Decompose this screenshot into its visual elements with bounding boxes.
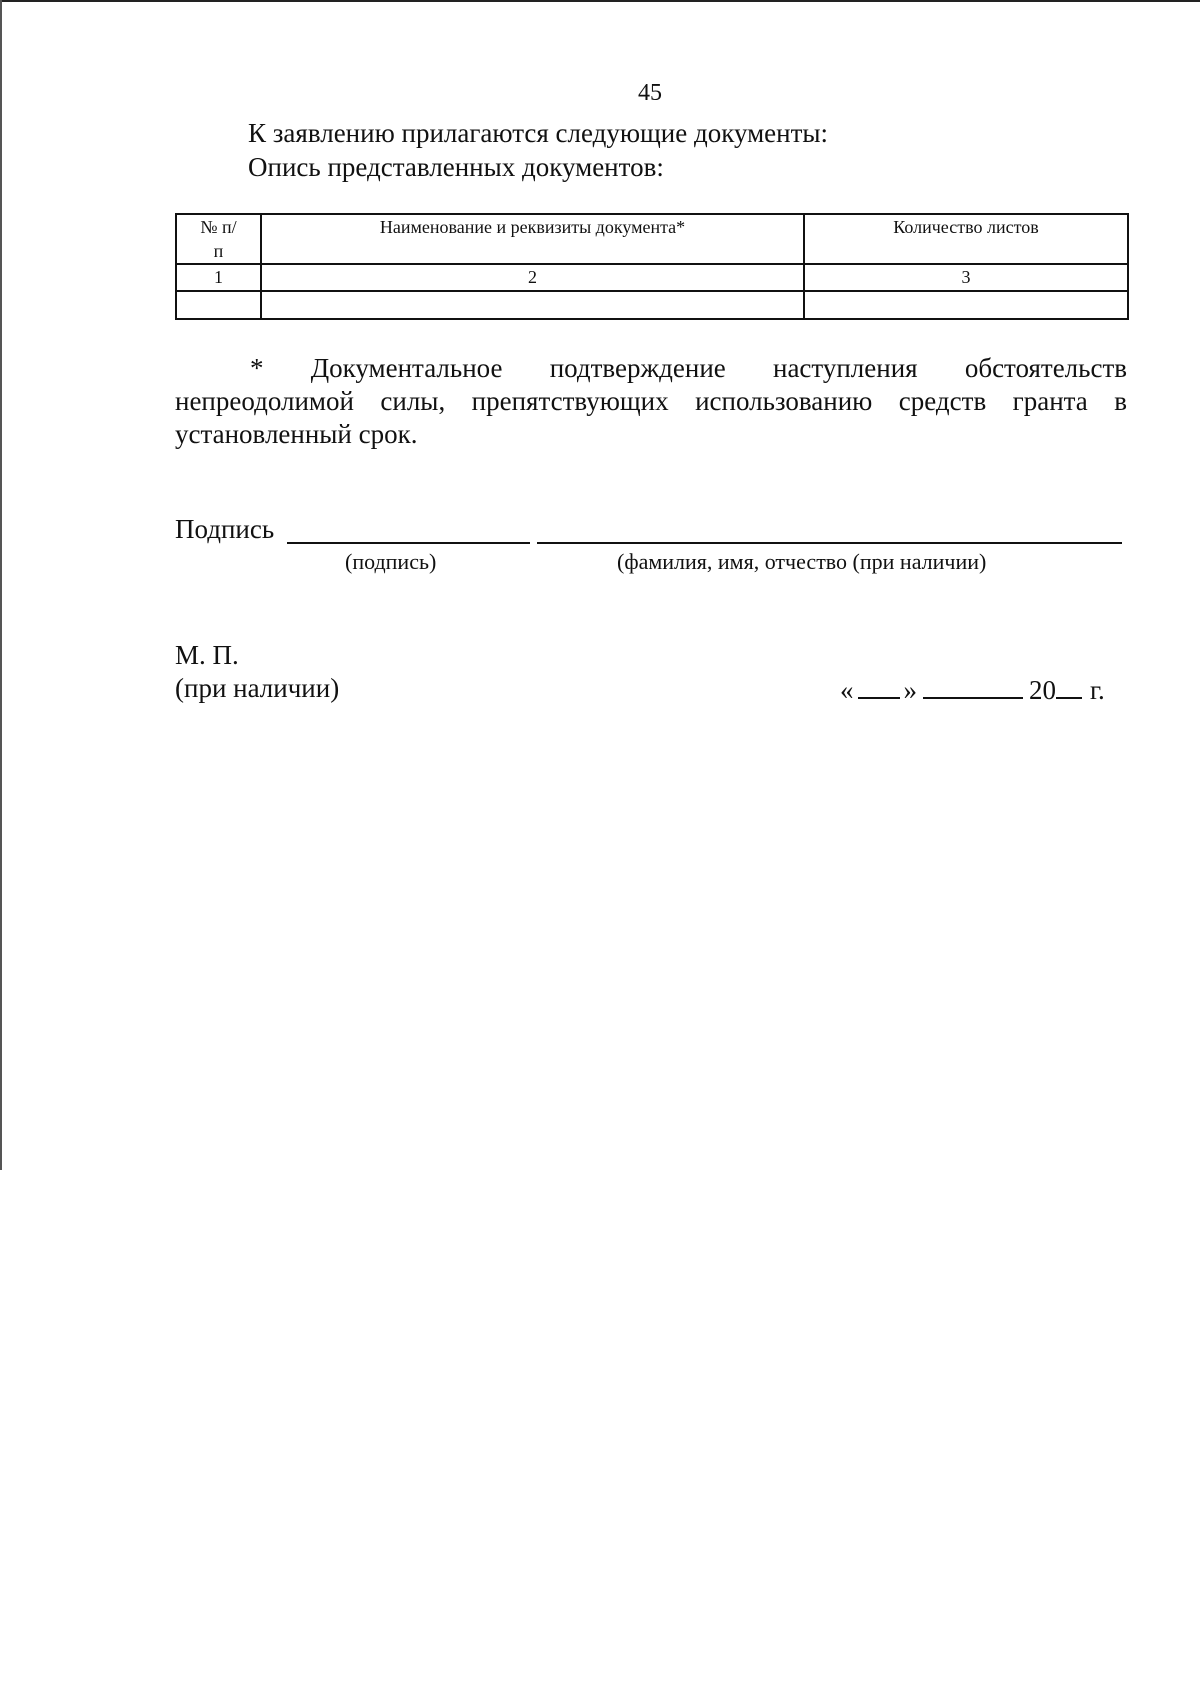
stamp-note: (при наличии) [175, 673, 340, 703]
page-number: 45 [638, 80, 662, 106]
intro-line-2: Опись представленных документов: [248, 152, 664, 182]
header-number-label: № п/п [200, 217, 237, 261]
year-blank[interactable] [1056, 673, 1082, 699]
date-close-quote: » [903, 675, 917, 705]
header-number [176, 214, 261, 264]
scan-edge-left [0, 0, 2, 1170]
stamp-label: М. П. [175, 640, 239, 670]
intro-line-1: К заявлению прилагаются следующие документы: [248, 118, 829, 148]
footnote: * Документальное подтверждение наступления обстоятельств непреодолимой силы, препятствующих использованию средств гранта в установленный срок. [175, 353, 1127, 449]
table-row [176, 291, 1128, 319]
day-blank[interactable] [858, 673, 900, 699]
numbering-cell: 2 [261, 264, 804, 291]
full-name-caption: (фамилия, имя, отчество (при наличии) [617, 549, 987, 574]
date-open-quote: « [840, 675, 854, 705]
year-suffix: г. [1090, 675, 1105, 705]
full-name-line[interactable] [537, 542, 1122, 544]
header-document-name: Наименование и реквизиты документа* [261, 214, 804, 264]
table-numbering-row [176, 264, 1128, 291]
signature-line[interactable] [287, 542, 530, 544]
table-header-row [176, 214, 1128, 264]
numbering-cell: 3 [804, 264, 1128, 291]
table-cell[interactable] [176, 291, 261, 319]
numbering-cell: 1 [176, 264, 261, 291]
scan-edge [0, 0, 1200, 2]
table-cell[interactable] [261, 291, 804, 319]
date-field [840, 673, 1105, 706]
signature-label: Подпись [175, 514, 275, 544]
documents-table [175, 213, 1129, 320]
header-sheet-count: Количество листов [804, 214, 1128, 264]
signature-caption: (подпись) [345, 549, 437, 574]
table-cell[interactable] [804, 291, 1128, 319]
year-prefix: 20 [1029, 675, 1056, 705]
month-blank[interactable] [923, 673, 1023, 699]
